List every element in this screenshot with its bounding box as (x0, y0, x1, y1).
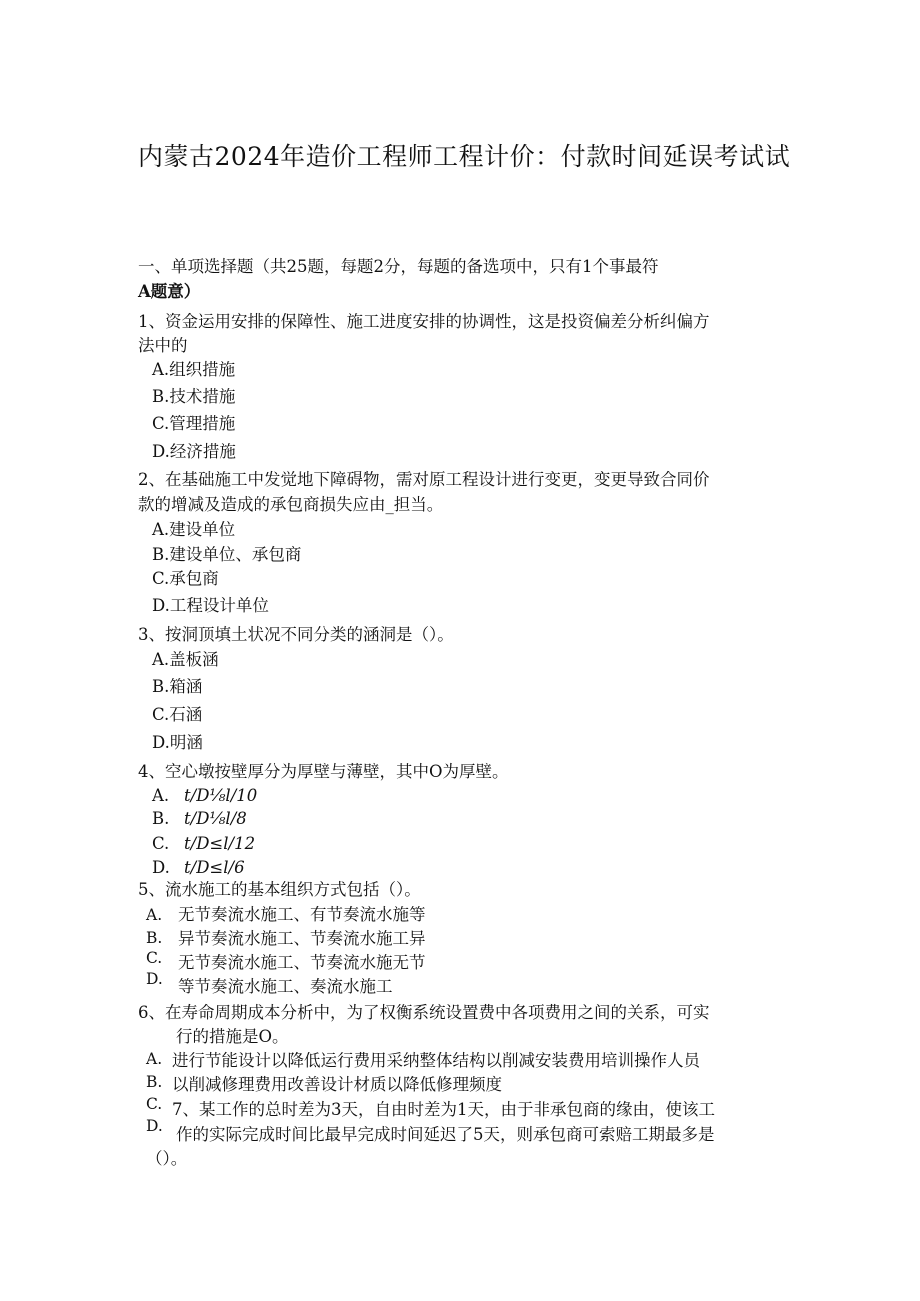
question-4-option-c: t/D≤l/12 (184, 834, 256, 853)
question-4-option-a: t/D⅛l/10 (184, 786, 258, 805)
question-2-option-a: A.建设单位 (152, 520, 236, 539)
section-heading-cont: A题意） (138, 282, 201, 301)
question-7-stem-cont: 作的实际完成时间比最早完成时间延迟了5天，则承包商可索赔工期最多是 (176, 1125, 715, 1144)
question-6-letter-c: C. (146, 1095, 163, 1113)
question-5-line-3: 无节奏流水施工、节奏流水施无节 (178, 953, 426, 972)
question-1-stem-cont: 法中的 (138, 336, 188, 355)
question-5-letter-c: C. (146, 949, 163, 967)
question-6-options-line-1: 进行节能设计以降低运行费用采纳整体结构以削减安装费用培训操作人员 (172, 1051, 700, 1070)
question-5-letter-a: A. (146, 906, 163, 924)
document-title: 内蒙古2024年造价工程师工程计价：付款时间延误考试试 (138, 142, 791, 171)
question-2-stem: 2、在基础施工中发觉地下障碍物，需对原工程设计进行变更，变更导致合同价 (138, 470, 710, 489)
question-1-option-d: D.经济措施 (152, 442, 236, 461)
question-6-letter-d: D. (146, 1117, 163, 1135)
question-7-stem: 7、某工作的总时差为3天，自由时差为1天，由于非承包商的缘由，使该工 (172, 1100, 715, 1119)
question-6-letter-a: A. (146, 1050, 163, 1068)
question-3-option-a: A.盖板涵 (152, 650, 219, 669)
question-5-letter-d: D. (146, 970, 163, 988)
question-5-line-4: 等节奏流水施工、奏流水施工 (178, 977, 393, 996)
question-3-stem: 3、按洞顶填土状况不同分类的涵洞是（）。 (138, 625, 454, 644)
question-4-option-d-letter: D. (152, 858, 170, 877)
question-1-option-c: C.管理措施 (152, 414, 236, 433)
section-heading: 一、单项选择题（共25题，每题2分，每题的备选项中，只有1个事最符 (138, 257, 659, 276)
question-5-letter-b: B. (146, 929, 163, 947)
question-2-option-c: C.承包商 (152, 569, 219, 588)
question-4-stem: 4、空心墩按壁厚分为厚壁与薄壁，其中O为厚壁。 (138, 762, 509, 781)
question-6-letter-b: B. (146, 1073, 163, 1091)
question-4-option-a-letter: A. (152, 786, 170, 805)
question-6-stem: 6、在寿命周期成本分析中，为了权衡系统设置费中各项费用之间的关系，可实 (138, 1003, 710, 1022)
question-7-stem-end: （）。 (146, 1149, 188, 1168)
question-5-line-2: 异节奏流水施工、节奏流水施工异 (178, 929, 426, 948)
question-1-stem: 1、资金运用安排的保障性、施工进度安排的协调性，这是投资偏差分析纠偏方 (138, 312, 710, 331)
question-5-line-1: 无节奏流水施工、有节奏流水施等 (178, 905, 426, 924)
question-2-stem-cont: 款的增减及造成的承包商损失应由_担当。 (138, 495, 444, 514)
question-4-option-d: t/D≤l/6 (184, 858, 245, 877)
question-1-option-a: A.组织措施 (152, 360, 236, 379)
question-4-option-c-letter: C. (152, 834, 170, 853)
question-2-option-d: D.工程设计单位 (152, 596, 269, 615)
question-6-options-line-2: 以削减修理费用改善设计材质以降低修理频度 (172, 1075, 502, 1094)
question-4-option-b: t/D⅛l/8 (184, 809, 247, 828)
question-5-stem: 5、流水施工的基本组织方式包括（）。 (138, 880, 421, 899)
question-1-option-b: B.技术措施 (152, 387, 236, 406)
question-4-option-b-letter: B. (152, 809, 170, 828)
question-3-option-c: C.石涵 (152, 705, 203, 724)
question-3-option-d: D.明涵 (152, 733, 203, 752)
question-6-stem-cont: 行的措施是O。 (176, 1027, 289, 1046)
question-2-option-b: B.建设单位、承包商 (152, 545, 302, 564)
question-3-option-b: B.箱涵 (152, 677, 203, 696)
